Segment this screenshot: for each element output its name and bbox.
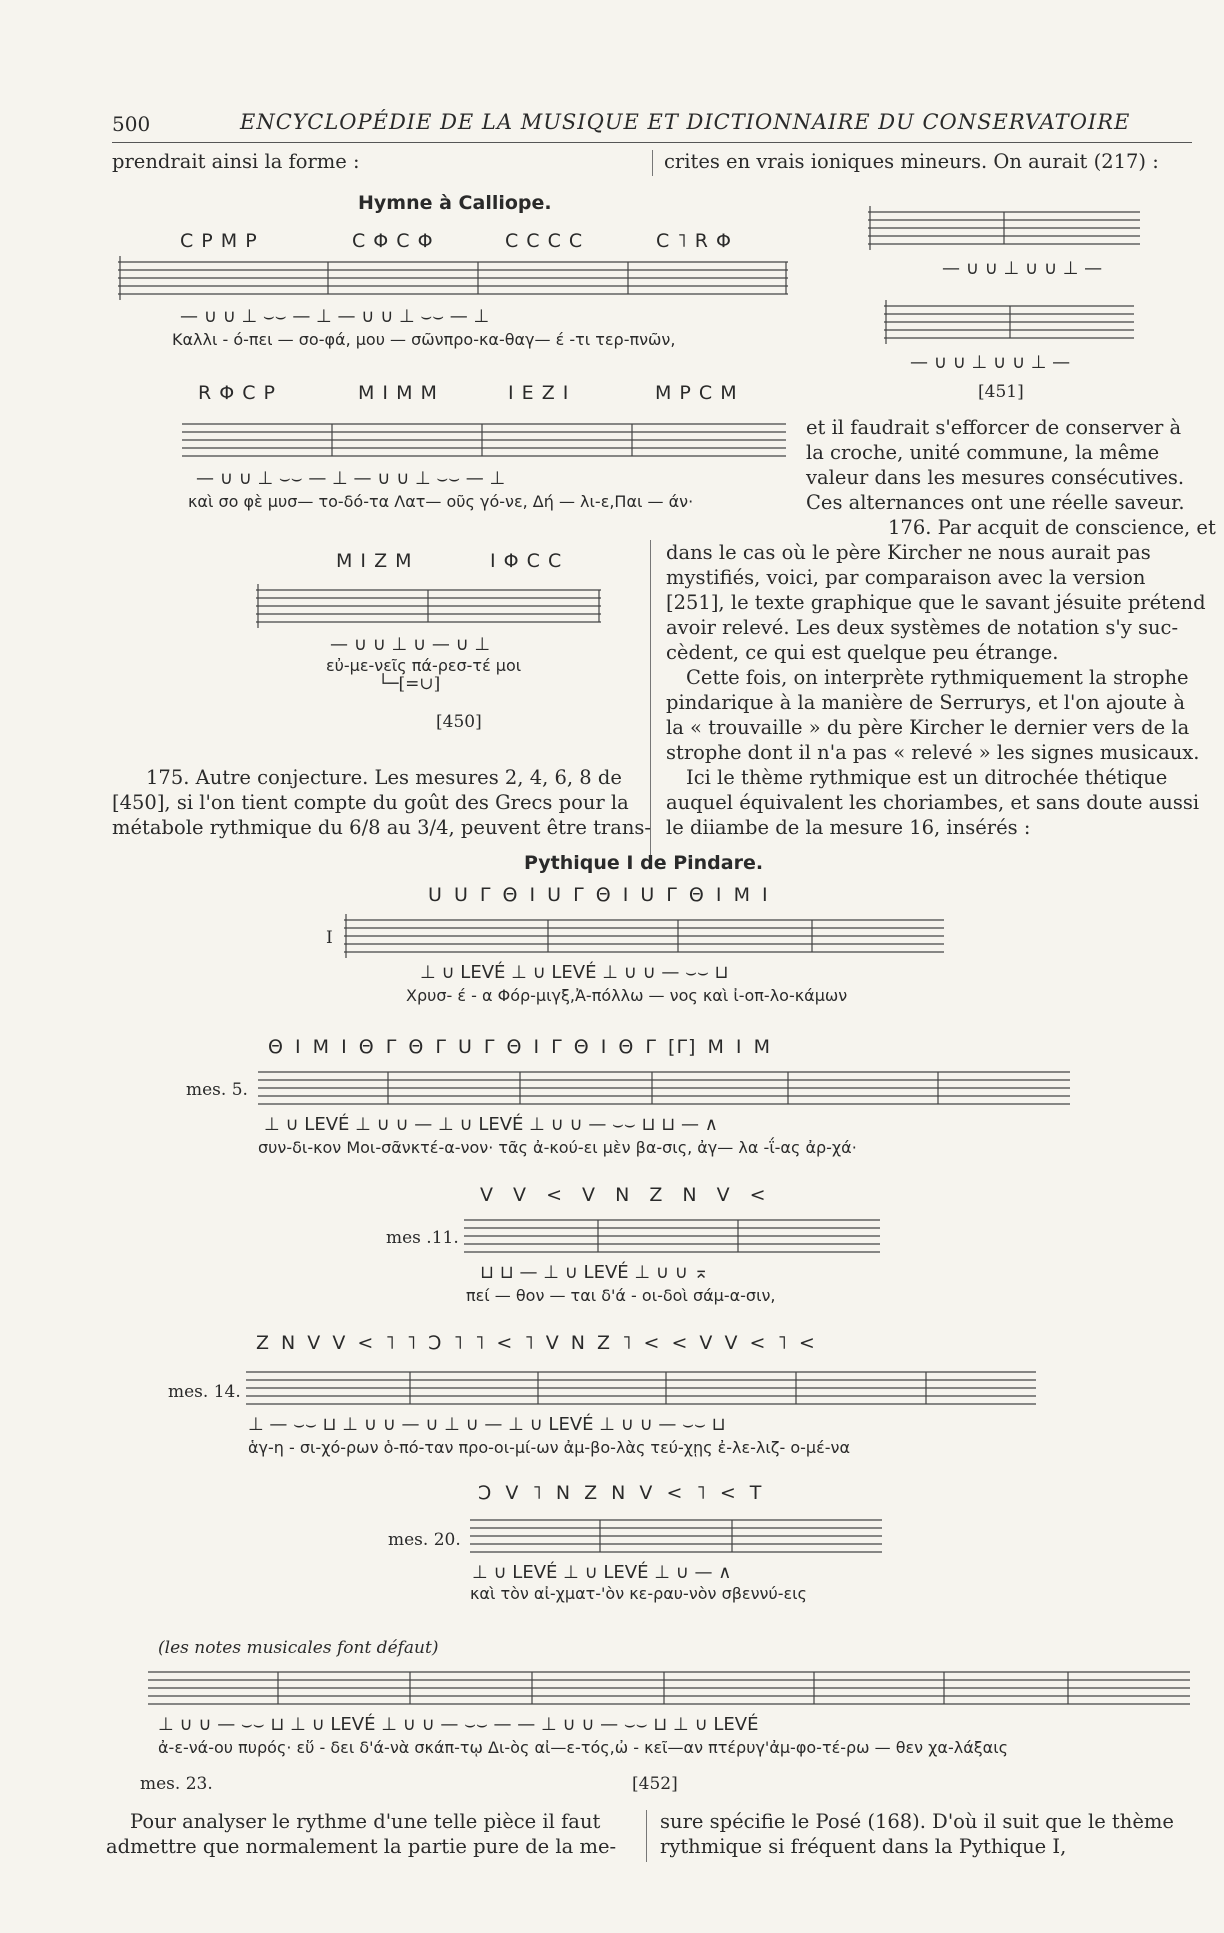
pythique-row1-lyrics: Χρυσ- έ - α Φόρ-μιγξ,Ἀ-πόλλω — νος καὶ ἰ-οπ-λο-κάμων xyxy=(406,986,848,1005)
hymn-title: Hymne à Calliope. xyxy=(358,192,552,214)
pythique-row2-lyrics: συν-δι-κον Μοι-σᾶνκτέ-α-νον· τᾶς ἀ-κού-ει μὲν βα-σις, ἀγ— λα -ΐ-ας ἀρ-χά· xyxy=(258,1138,857,1157)
pythique-row1-meters: ⊥ ∪ LEVÉ ⊥ ∪ LEVÉ ⊥ ∪ ∪ — ⌣⌣ ⊔ xyxy=(420,962,729,983)
bottom-left-line-2: admettre que normalement la partie pure de la me- xyxy=(106,1835,617,1858)
pythique-row3-staff xyxy=(464,1214,880,1260)
example-450-label: [450] xyxy=(436,712,482,732)
hymn-row1-lyrics: Καλλι - ό-πει — σο-φά, μου — σῶνπρο-κα-θαγ— έ -τι τερ-πνῶν, xyxy=(172,330,676,349)
hymn-row3-lyrics: εὐ-με-νεῖς πά-ρεσ-τέ μοι xyxy=(326,656,522,675)
pythique-row4-meters: ⊥ — ⌣⌣ ⊔ ⊥ ∪ ∪ — ∪ ⊥ ∪ — ⊥ ∪ LEVÉ ⊥ ∪ ∪ — ⌣⌣ ⊔ xyxy=(248,1414,726,1435)
pythique-row2-staff xyxy=(258,1066,1070,1112)
right-intro: crites en vrais ioniques mineurs. On aurait (217) : xyxy=(664,150,1159,173)
pythique-row4-measure: mes. 14. xyxy=(168,1382,241,1402)
para176-line-11: Ici le thème rythmique est un ditrochée thétique xyxy=(686,766,1168,789)
hymn-row2-meters: — ∪ ∪ ⊥ ⌣⌣ — ⊥ — ∪ ∪ ⊥ ⌣⌣ — ⊥ xyxy=(196,468,506,489)
example-451-staff-b xyxy=(884,300,1134,346)
hymn-row1-notation-4: C ˥ R Φ xyxy=(656,230,732,252)
pythique-row5-meters: ⊥ ∪ LEVÉ ⊥ ∪ LEVÉ ⊥ ∪ — ∧ xyxy=(472,1562,732,1583)
bottom-right-line-2: rythmique si fréquent dans la Pythique I, xyxy=(660,1835,1067,1858)
pythique-row6-staff xyxy=(148,1666,1190,1712)
bottom-right-line-1: sure spécifie le Posé (168). D'où il suit que le thème xyxy=(660,1810,1174,1833)
hymn-row3-bracket: └─[=∪] xyxy=(378,674,441,694)
pythique-row5-notation: Ͻ V ˥ N Z N V < ˥ < T xyxy=(478,1482,763,1504)
header-rule xyxy=(112,142,1192,143)
page-number: 500 xyxy=(112,112,151,136)
column-divider-3 xyxy=(646,1810,647,1862)
example-451-meters-b: — ∪ ∪ ⊥ ∪ ∪ ⊥ — xyxy=(910,352,1071,373)
pythique-row1-notation: U U Γ Θ I U Γ Θ I U Γ Θ I M I xyxy=(428,884,769,906)
running-title: ENCYCLOPÉDIE DE LA MUSIQUE ET DICTIONNAIRE DU CONSERVATOIRE xyxy=(240,110,1131,134)
pythique-row3-notation: V V < V N Z N V < xyxy=(480,1184,767,1206)
hymn-row2-notation-3: I E Z I xyxy=(508,382,570,404)
example-451-meters-a: — ∪ ∪ ⊥ ∪ ∪ ⊥ — xyxy=(942,258,1103,279)
pythique-title: Pythique I de Pindare. xyxy=(524,852,764,874)
hymn-row3-notation-1: M I Z M xyxy=(336,550,413,572)
bottom-left-line-1: Pour analyser le rythme d'une telle pièce il faut xyxy=(130,1810,601,1833)
pythique-row3-lyrics: πεί — θον — ται δ'ά - οι-δοὶ σάμ-α-σιν, xyxy=(466,1286,776,1305)
pythique-row6-meters: ⊥ ∪ ∪ — ⌣⌣ ⊔ ⊥ ∪ LEVÉ ⊥ ∪ ∪ — ⌣⌣ — — ⊥ ∪ ∪ — ⌣⌣ ⊔ ⊥ ∪ LEVÉ xyxy=(158,1714,759,1735)
para176-line-3: mystifiés, voici, par comparaison avec la version xyxy=(666,566,1146,589)
para176-line-4: [251], le texte graphique que le savant jésuite prétend xyxy=(666,591,1206,614)
right-text-line-4: Ces alternances ont une réelle saveur. xyxy=(806,491,1185,514)
pythique-row4-lyrics: ἁγ-η - σι-χό-ρων ὁ-πό-ταν προ-οι-μί-ων ἀμ-βο-λὰς τεύ-χῃς ἐ-λε-λιζ- ο-μέ-να xyxy=(248,1438,851,1457)
pythique-row1-staff xyxy=(344,914,944,960)
para175-line-3: métabole rythmique du 6/8 au 3/4, peuvent être trans- xyxy=(112,816,652,839)
para176-line-2: dans le cas où le père Kircher ne nous aurait pas xyxy=(666,541,1151,564)
right-text-line-1: et il faudrait s'efforcer de conserver à xyxy=(806,416,1182,439)
para176-line-13: le diiambe de la mesure 16, insérés : xyxy=(666,816,1031,839)
column-divider xyxy=(652,150,653,176)
pythique-row1-number: I xyxy=(326,928,333,948)
hymn-row3-staff xyxy=(256,584,601,630)
pythique-row5-staff xyxy=(470,1514,882,1560)
hymn-row3-meters: — ∪ ∪ ⊥ ∪ — ∪ ⊥ xyxy=(330,634,491,655)
example-452-label: [452] xyxy=(632,1774,678,1794)
hymn-row2-staff xyxy=(182,418,786,464)
pythique-row3-meters: ⊔ ⊔ — ⊥ ∪ LEVÉ ⊥ ∪ ∪ ⌅ xyxy=(480,1262,709,1283)
example-451-label: [451] xyxy=(978,382,1024,402)
right-text-line-3: valeur dans les mesures consécutives. xyxy=(806,466,1185,489)
hymn-row1-meters: — ∪ ∪ ⊥ ⌣⌣ — ⊥ — ∪ ∪ ⊥ ⌣⌣ — ⊥ xyxy=(180,306,490,327)
example-451-staff-a xyxy=(868,206,1140,252)
hymn-row1-notation-1: C P M P xyxy=(180,230,258,252)
hymn-row1-staff xyxy=(118,256,788,302)
pythique-row2-notation: Θ I M I Θ Γ Θ Γ U Γ Θ I Γ Θ I Θ Γ [Γ] M I M xyxy=(268,1036,771,1058)
para176-line-1: 176. Par acquit de conscience, et xyxy=(888,516,1216,539)
pythique-row3-measure: mes .11. xyxy=(386,1228,459,1248)
hymn-row2-notation-2: M I M M xyxy=(358,382,438,404)
para175-line-2: [450], si l'on tient compte du goût des Grecs pour la xyxy=(112,791,629,814)
hymn-row3-notation-2: I Φ C C xyxy=(490,550,563,572)
para176-line-12: auquel équivalent les choriambes, et sans doute aussi xyxy=(666,791,1200,814)
para176-line-9: la « trouvaille » du père Kircher le dernier vers de la xyxy=(666,716,1190,739)
pythique-row2-meters: ⊥ ∪ LEVÉ ⊥ ∪ ∪ — ⊥ ∪ LEVÉ ⊥ ∪ ∪ — ⌣⌣ ⊔ ⊔ — ∧ xyxy=(264,1114,718,1135)
pythique-row4-staff xyxy=(246,1366,1036,1412)
para176-line-6: cèdent, ce qui est quelque peu étrange. xyxy=(666,641,1059,664)
left-intro: prendrait ainsi la forme : xyxy=(112,150,360,173)
pythique-row6-lyrics: ἀ-ε-νά-ου πυρός· εὕ - δει δ'ά-νὰ σκάπ-τῳ Δι-ὸς αἰ—ε-τός,ὠ - κεῖ—αν πτέρυγ'ἀμ-φο-τέ-ρω — θεν χα-λάξαις xyxy=(158,1738,1009,1757)
column-divider-2 xyxy=(650,540,651,860)
para176-line-5: avoir relevé. Les deux systèmes de notation s'y suc- xyxy=(666,616,1179,639)
hymn-row2-notation-1: R Φ C P xyxy=(198,382,276,404)
para175-line-1: 175. Autre conjecture. Les mesures 2, 4, 6, 8 de xyxy=(146,766,622,789)
pythique-row4-notation: Z N V V < ˥ ˥ Ͻ ˥ ˥ < ˥ V N Z ˥ < < V V < ˥ < xyxy=(256,1332,816,1354)
hymn-row1-notation-2: C Φ C Φ xyxy=(352,230,434,252)
pythique-row5-measure: mes. 20. xyxy=(388,1530,461,1550)
pythique-row6-note: (les notes musicales font défaut) xyxy=(158,1638,439,1658)
para176-line-7: Cette fois, on interprète rythmiquement la strophe xyxy=(686,666,1189,689)
para176-line-10: strophe dont il n'a pas « relevé » les signes musicaux. xyxy=(666,741,1200,764)
hymn-row1-notation-3: C C C C xyxy=(505,230,584,252)
right-text-line-2: la croche, unité commune, la même xyxy=(806,441,1160,464)
hymn-row2-lyrics: καὶ σο φὲ μυσ— το-δό-τα Λατ— οῦς γό-νε, Δή — λι-ε,Παι — άν· xyxy=(188,492,694,511)
pythique-row6-measure: mes. 23. xyxy=(140,1774,213,1794)
pythique-row5-lyrics: καὶ τὸν αἰ-χματ-'ὸν κε-ραυ-νὸν σβεννύ-εις xyxy=(470,1584,807,1603)
pythique-row2-measure: mes. 5. xyxy=(186,1080,248,1100)
para176-line-8: pindarique à la manière de Serrurys, et l'on ajoute à xyxy=(666,691,1186,714)
hymn-row2-notation-4: M P C M xyxy=(655,382,738,404)
